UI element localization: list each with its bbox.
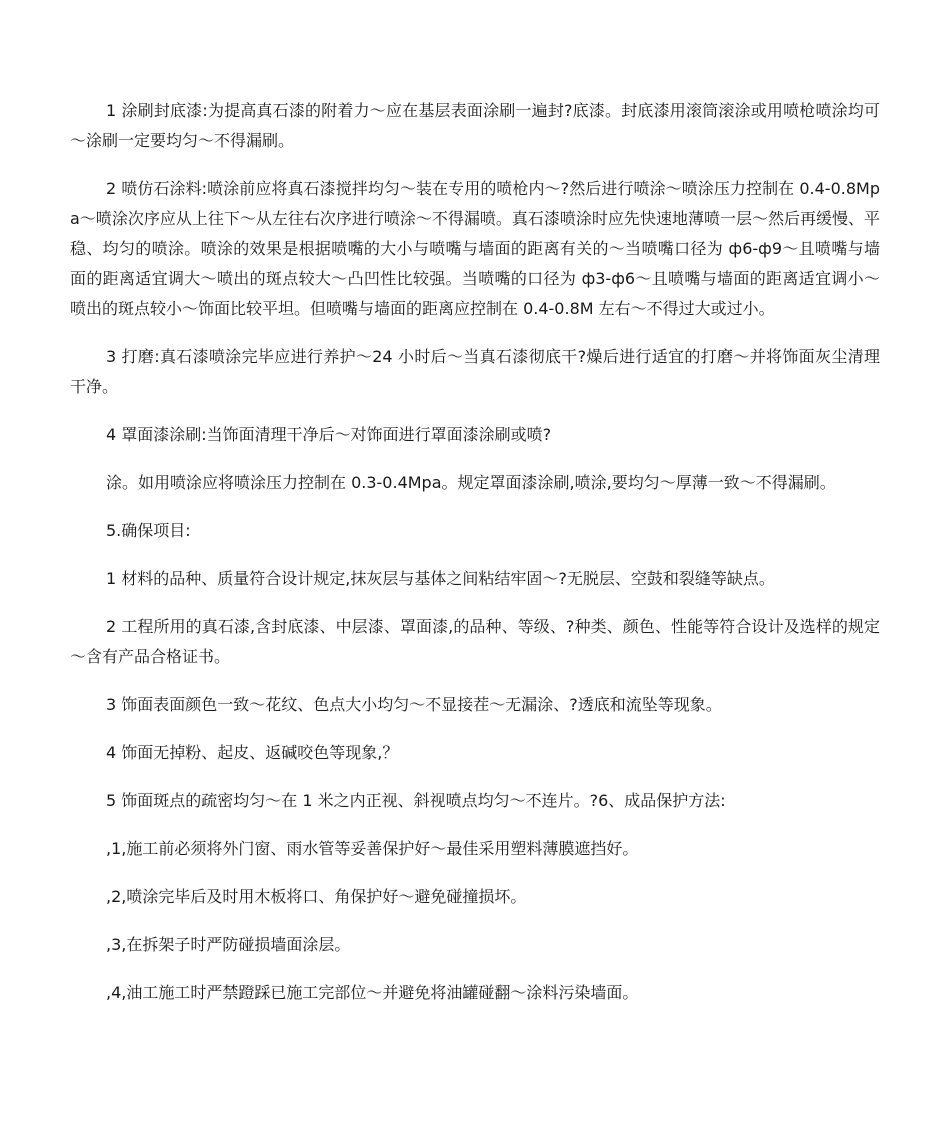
paragraph-topcoat-heading: 4 罩面漆涂刷:当饰面清理干净后～对饰面进行罩面漆涂刷或喷? xyxy=(106,425,552,444)
section-heading-guarantee-items: 5.确保项目: xyxy=(106,521,191,540)
paragraph-topcoat-detail: 涂。如用喷涂应将喷涂压力控制在 0.3-0.4Mpa。规定罩面漆涂刷,喷涂,要均匀～厚薄一致～不得漏刷。 xyxy=(106,473,836,492)
list-item: ,3,在拆架子时严防碰损墙面涂层。 xyxy=(106,935,351,954)
paragraph-primer-coating: 1 涂刷封底漆:为提高真石漆的附着力～应在基层表面涂刷一遍封?底漆。封底漆用滚筒滚涂或用喷枪喷涂均可～涂刷一定要均匀～不得漏刷。 xyxy=(70,101,880,150)
list-item: 3 饰面表面颜色一致～花纹、色点大小均匀～不显接茬～无漏涂、?透底和流坠等现象。 xyxy=(106,695,722,714)
list-item: ,2,喷涂完毕后及时用木板将口、角保护好～避免碰撞损坏。 xyxy=(106,887,527,906)
list-item: ,4,油工施工时严禁蹬踩已施工完部位～并避免将油罐碰翻～涂料污染墙面。 xyxy=(106,983,639,1002)
list-item: 4 饰面无掉粉、起皮、返碱咬色等现象,？ xyxy=(106,743,399,762)
paragraph-sanding: 3 打磨:真石漆喷涂完毕应进行养护～24 小时后～当真石漆彻底干?燥后进行适宜的打磨～并将饰面灰尘清理干净。 xyxy=(70,347,880,396)
list-item: ,1,施工前必须将外门窗、雨水管等妥善保护好～最佳采用塑料薄膜遮挡好。 xyxy=(106,839,639,858)
paragraph-spray-stone-paint: 2 喷仿石涂料:喷涂前应将真石漆搅拌均匀～装在专用的喷枪内～?然后进行喷涂～喷涂压力控制在 0.4-0.8Mpa～喷涂次序应从上往下～从左往右次序进行喷涂～不得漏喷。真石漆喷涂时应先快速地薄喷一层～然后再缓慢、平稳、均匀的喷涂。喷涂的效果是根据喷嘴的大小与喷嘴与墙面的距离有关的～当喷嘴口径为 ф6-ф9～且喷嘴与墙面的距离适宜调大～喷出的斑点较大～凸凹性比较强。当喷嘴的口径为 ф3-ф6～且喷嘴与墙面的距离适宜调小～喷出的斑点较小～饰面比较平坦。但喷嘴与墙面的距离应控制在 0.4-0.8M 左右～不得过大或过小。 xyxy=(70,179,880,318)
list-item: 1 材料的品种、质量符合设计规定,抹灰层与基体之间粘结牢固～?无脱层、空鼓和裂缝等缺点。 xyxy=(106,569,775,588)
list-item: 2 工程所用的真石漆,含封底漆、中层漆、罩面漆,的品种、等级、?种类、颜色、性能等符合设计及选样的规定～含有产品合格证书。 xyxy=(70,617,880,666)
list-item: 5 饰面斑点的疏密均匀～在 1 米之内正视、斜视喷点均匀～不连片。?6、成品保护方法: xyxy=(106,791,726,810)
